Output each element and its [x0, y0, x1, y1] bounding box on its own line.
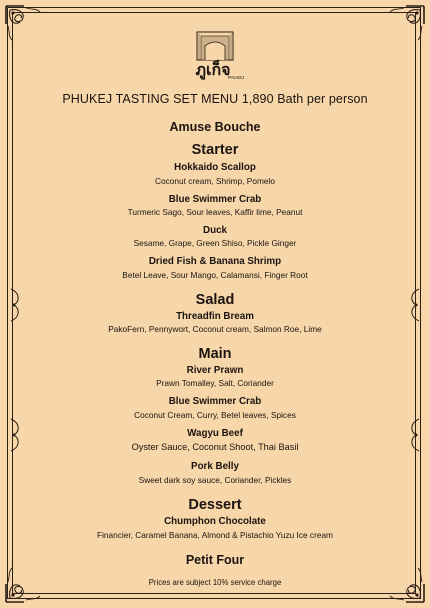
section-heading-dessert: Dessert	[188, 497, 242, 513]
dish-description: PakoFern, Pennywort, Coconut cream, Salmon Roe, Lime	[108, 324, 322, 334]
section-heading-starter: Starter	[191, 142, 239, 158]
dish-description: Oyster Sauce, Coconut Shoot, Thai Basil	[131, 442, 299, 452]
dish-description: Coconut Cream, Curry, Betel leaves, Spices	[134, 410, 296, 420]
corner-ornament-icon	[4, 4, 44, 44]
dish-description: Prawn Tomalley, Salt, Coriander	[156, 378, 274, 388]
dish-name: Blue Swimmer Crab	[168, 194, 262, 205]
section-heading-petit-four: Petit Four	[185, 553, 245, 567]
dish-description: Financier, Caramel Banana, Almond & Pistachio Yuzu Ice cream	[97, 530, 333, 540]
dish-name: Blue Swimmer Crab	[168, 396, 262, 407]
dish-name: River Prawn	[186, 365, 244, 376]
dish-description: Coconut cream, Shrimp, Pomelo	[155, 176, 275, 186]
dish-name: Hokkaido Scallop	[174, 162, 256, 173]
corner-ornament-icon	[386, 4, 426, 44]
logo-wordmark: ภูเก็จ	[195, 60, 231, 79]
dish-description: Sweet dark soy sauce, Coriander, Pickles	[138, 475, 292, 485]
dish-description: Turmeric Sago, Sour leaves, Kaffir lime, Peanut	[127, 207, 303, 217]
brand-logo	[175, 28, 255, 82]
section-heading-salad: Salad	[195, 292, 235, 308]
dish-name: Wagyu Beef	[187, 428, 243, 439]
dish-name: Duck	[203, 225, 227, 236]
building-logo-icon	[175, 28, 255, 82]
dish-name: Dried Fish & Banana Shrimp	[148, 256, 282, 267]
section-heading-main: Main	[198, 346, 232, 362]
dish-description: Betel Leave, Sour Mango, Calamansi, Finger Root	[122, 270, 308, 280]
menu-title: PHUKEJ TASTING SET MENU 1,890 Bath per person	[62, 92, 368, 106]
dish-name: Pork Belly	[191, 461, 239, 472]
dish-name: Chumphon Chocolate	[164, 516, 266, 527]
logo-subtext: PHUKEJ	[227, 75, 245, 80]
service-charge-note: Prices are subject 10% service charge	[148, 578, 282, 587]
section-heading-amuse: Amuse Bouche	[169, 120, 261, 134]
dish-name: Threadfin Bream	[176, 311, 254, 322]
dish-description: Sesame, Grape, Green Shiso, Pickle Ginger	[133, 238, 297, 248]
